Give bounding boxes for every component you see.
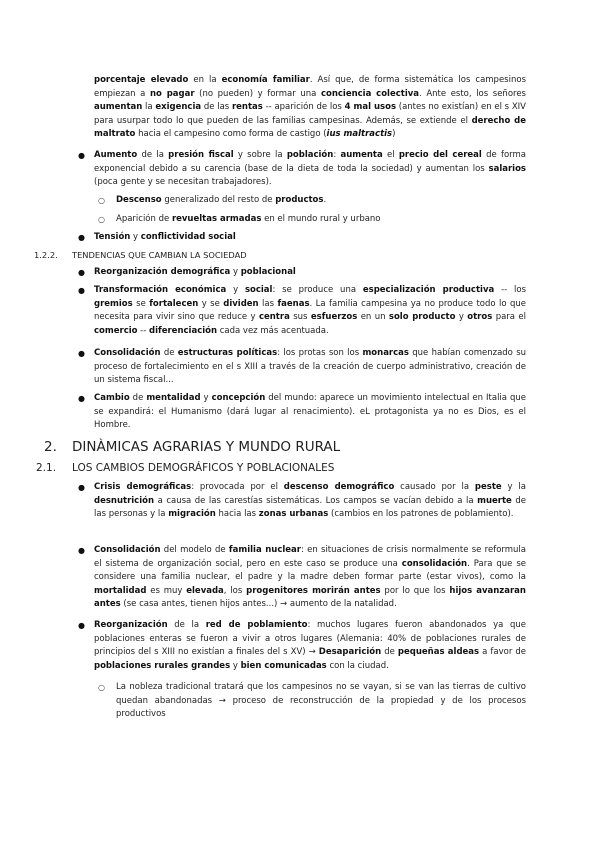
bullet-reorganizacion-demografica: Reorganización demográfica y poblacional (94, 267, 296, 277)
sub-bullet-descenso: Descenso generalizado del resto de productos. (116, 195, 327, 205)
bullet-marker: ● (78, 621, 85, 630)
bullet-marker: ● (78, 394, 85, 403)
bullet-tension: Tensión y conflictividad social (94, 232, 236, 242)
sub-bullet-marker: ○ (98, 683, 105, 692)
sub-bullet-marker: ○ (98, 215, 105, 224)
bullet-marker: ● (78, 349, 85, 358)
bullet-marker: ● (78, 268, 85, 277)
bullet-transformacion-economica: Transformación económica y social: se produce una especialización productiva -- los gremios se fortalecen y se dividen las faenas. La familia campesina ya no produce todo lo que necesita para vivir sino que reduce y centra sus esfuerzos en un solo producto y otros para el comercio -- diferenciación cada vez más acentuada. (94, 285, 527, 336)
bullet-consolidacion-estructuras: Consolidación de estructuras políticas: los protas son los monarcas que habían comenzado su proceso de fortalecimiento en el s XIII a través de la creación de cuerpo administrativo, creación de un sistema fiscal... (94, 348, 527, 386)
bullet-marker: ● (78, 286, 85, 295)
bullet-cambio-mentalidad: Cambio de mentalidad y concepción del mundo: aparece un movimiento intelectual en Italia que se expandirá: el Humanismo (dará lugar al renacimiento). eL protagonista ya no es Dios, es el Hombre. (94, 393, 527, 431)
bullet-marker: ● (78, 483, 85, 492)
heading-1-2-2: TENDENCIAS QUE CAMBIAN LA SOCIEDAD (72, 250, 247, 260)
para-continuation: porcentaje elevado en la economía familiar. Así que, de forma sistemática los campesinos empiezan a no pagar (no pueden) y formar una conciencia colectiva. Ante esto, los señores aumentan la exigencia de las rentas -- aparición de los 4 mal usos (antes no existían) en el s XIV para usurpar todo lo que pueden de las familias campesinas. Además, se extiende el derecho de maltrato hacia el campesino como forma de castigo (ius maltractis) (94, 75, 527, 140)
heading-1-2-2-number: 1.2.2. (34, 250, 58, 260)
bullet-marker: ● (78, 233, 85, 242)
heading-2: DINÀMICAS AGRARIAS Y MUNDO RURAL (72, 439, 341, 455)
sub-bullet-marker: ○ (98, 196, 105, 205)
heading-2-number: 2. (44, 439, 57, 455)
heading-2-1-number: 2.1. (36, 462, 57, 474)
bullet-marker: ● (78, 546, 85, 555)
bullet-aumento-presion-fiscal: Aumento de la presión fiscal y sobre la población: aumenta el precio del cereal de forma exponencial debido a su carencia (base de la dieta de toda la sociedad) y aumentan los salarios (poca gente y se necesitan trabajadores). (94, 150, 526, 188)
bullet-crisis-demograficas: Crisis demográficas: provocada por el descenso demográfico causado por la peste y la desnutrición a causa de las carestías sistemáticas. Los campos se vacían debido a la muerte de las personas y la migración hacia las zonas urbanas (cambios en los patrones de poblamiento). (94, 482, 526, 520)
bullet-red-poblamiento: Reorganización de la red de poblamiento: muchos lugares fueron abandonados ya que poblaciones enteras se fueron a vivir a otros lugares (Alemania: 40% de poblaciones rurales de principios del s XIII no existían a finales del s XV) → Desaparición de pequeñas aldeas a favor de poblaciones rurales grandes y bien comunicadas con la ciudad. (94, 620, 526, 671)
heading-2-1: LOS CAMBIOS DEMOGRÁFICOS Y POBLACIONALES (72, 462, 335, 474)
bullet-familia-nuclear: Consolidación del modelo de familia nuclear: en situaciones de crisis normalmente se reformula el sistema de organización social, pero en este caso se produce una consolidación. Para que se considere una familia nuclear, el padre y la madre deben formar parte (estar vivos), como la mortalidad es muy elevada, los progenitores morirán antes por lo que los hijos avanzaran antes (se casa antes, tienen hijos antes...) → aumento de la natalidad. (94, 545, 526, 610)
bullet-marker: ● (78, 151, 85, 160)
sub-bullet-nobleza: La nobleza tradicional tratará que los campesinos no se vayan, si se van las tierras de cultivo quedan abandonadas → proceso de reconstrucción de la propiedad y de los procesos productivos (116, 682, 526, 720)
sub-bullet-revueltas: Aparición de revueltas armadas en el mundo rural y urbano (116, 214, 381, 224)
